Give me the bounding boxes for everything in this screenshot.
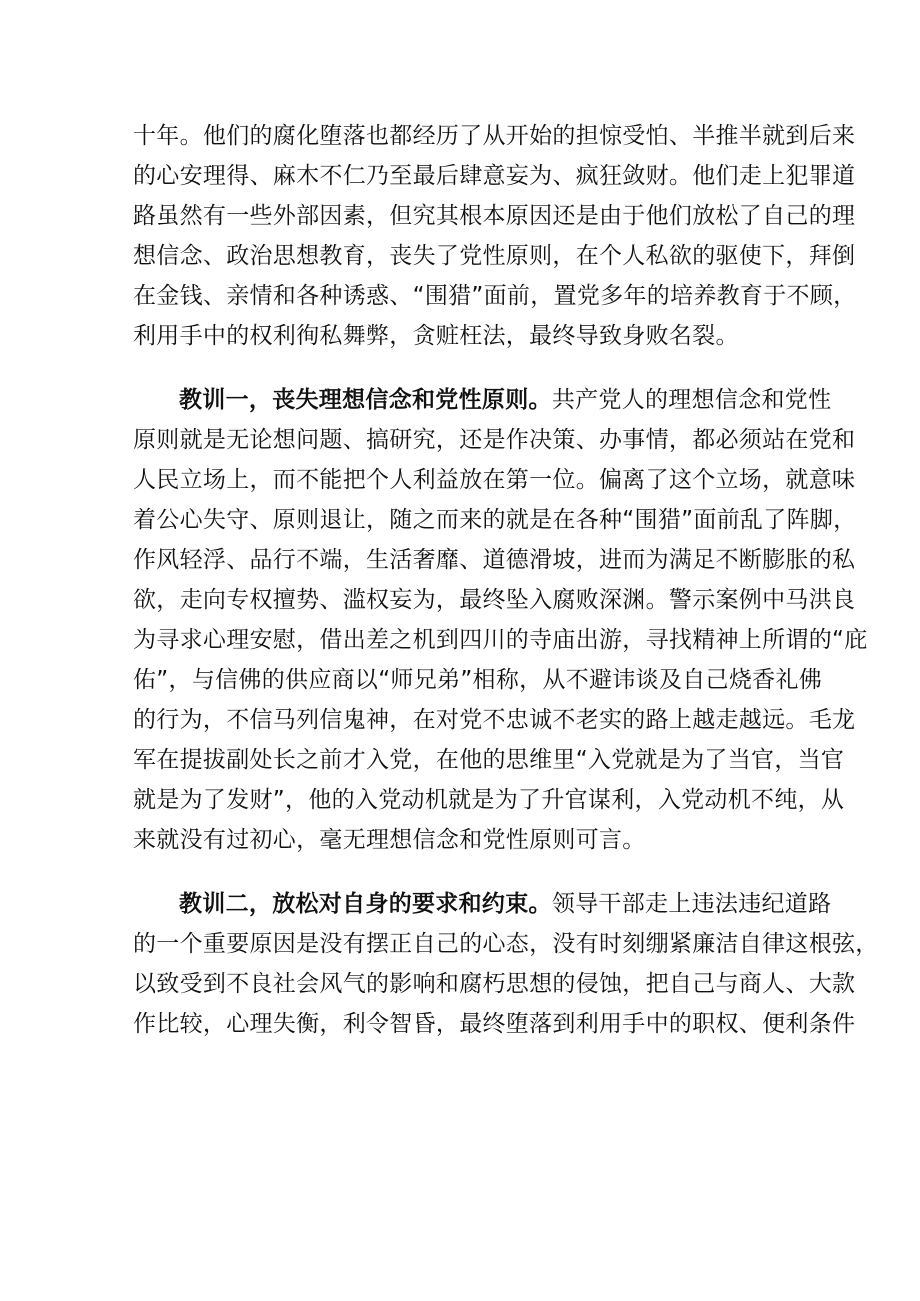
paragraph-line: 的行为，不信马列信鬼神，在对党不忠诚不老实的路上越走越远。毛龙 xyxy=(133,707,856,733)
paragraph-line: 原则就是无论想问题、搞研究，还是作决策、办事情，都必须站在党和 xyxy=(133,427,856,453)
paragraph-line: 人民立场上，而不能把个人利益放在第一位。偏离了这个立场，就意味 xyxy=(133,467,856,493)
paragraph-line: 佑”，与信佛的供应商以“师兄弟”相称，从不避讳谈及自己烧香礼佛 xyxy=(133,667,823,693)
paragraph-line: 以致受到不良社会风气的影响和腐朽思想的侵蚀，把自己与商人、大款 xyxy=(133,971,856,997)
paragraph-line: 利用手中的权利徇私舞弊，贪赃枉法，最终导致身败名裂。 xyxy=(133,323,739,349)
paragraph-line: 作风轻浮、品行不端，生活奢靡、道德滑坡，进而为满足不断膨胀的私 xyxy=(133,547,856,573)
lesson-heading: 教训一，丧失理想信念和党性原则。 xyxy=(179,387,552,413)
paragraph-line: 想信念、政治思想教育，丧失了党性原则，在个人私欲的驱使下，拜倒 xyxy=(133,243,856,269)
paragraph-line: 着公心失守、原则退让，随之而来的就是在各种“围猎”面前乱了阵脚， xyxy=(133,507,857,533)
paragraph-conclusion xyxy=(133,116,857,356)
lesson-heading: 教训二，放松对自身的要求和约束。 xyxy=(179,891,552,917)
paragraph-line: 路虽然有一些外部因素，但究其根本原因还是由于他们放松了自己的理 xyxy=(133,203,856,229)
paragraph-lesson-one xyxy=(133,380,868,860)
paragraph-lesson-two xyxy=(133,884,879,1044)
paragraph-line: 在金钱、亲情和各种诱惑、“围猎”面前，置党多年的培养教育于不顾， xyxy=(133,283,857,309)
paragraph-first-line xyxy=(133,884,832,924)
paragraph-line: 军在提拔副处长之前才入党，在他的思维里“入党就是为了当官，当官 xyxy=(133,747,845,773)
paragraph-line: 的一个重要原因是没有摆正自己的心态，没有时刻绷紧廉洁自律这根弦， xyxy=(133,931,879,957)
paragraph-first-line xyxy=(133,380,832,420)
paragraph-line: 共产党人的理想信念和党性 xyxy=(551,387,832,413)
paragraph-line: 的心安理得、麻木不仁乃至最后肆意妄为、疯狂敛财。他们走上犯罪道 xyxy=(133,163,856,189)
paragraph-line: 领导干部走上违法违纪道路 xyxy=(551,891,832,917)
paragraph-line: 来就没有过初心，毫无理想信念和党性原则可言。 xyxy=(133,827,646,853)
paragraph-line: 十年。他们的腐化堕落也都经历了从开始的担惊受怕、半推半就到后来 xyxy=(133,123,856,149)
paragraph-line: 为寻求心理安慰，借出差之机到四川的寺庙出游，寻找精神上所谓的“庇 xyxy=(133,627,868,653)
paragraph-line: 欲，走向专权擅势、滥权妄为，最终坠入腐败深渊。警示案例中马洪良 xyxy=(133,587,856,613)
document-page xyxy=(133,116,879,1044)
paragraph-line: 作比较，心理失衡，利令智昏，最终堕落到利用手中的职权、便利条件 xyxy=(133,1011,856,1037)
paragraph-line: 就是为了发财”，他的入党动机就是为了升官谋利，入党动机不纯，从 xyxy=(133,787,845,813)
